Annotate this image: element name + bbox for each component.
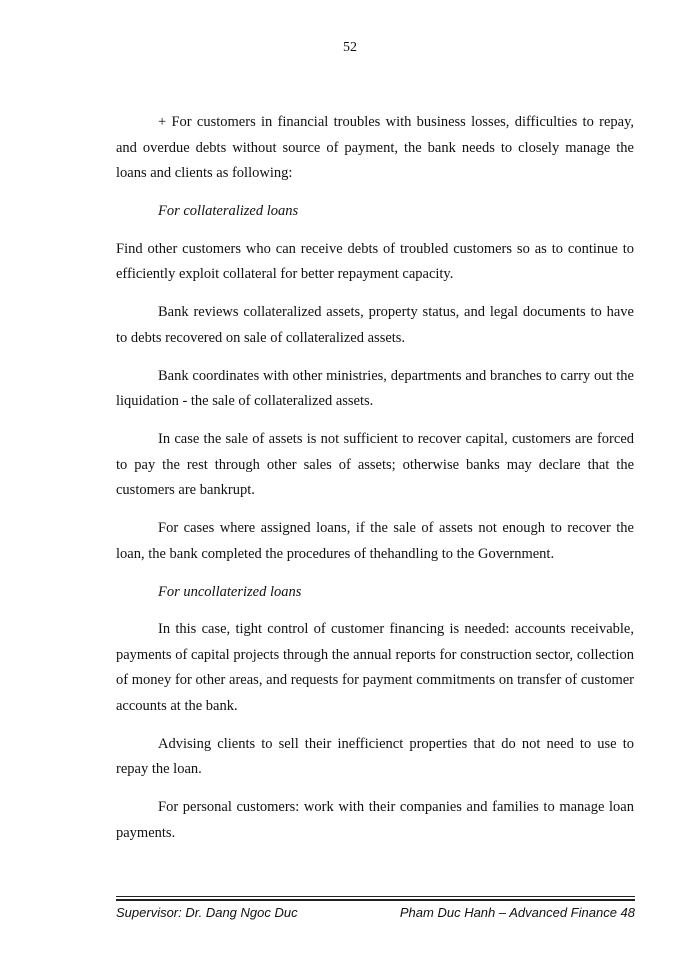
document-body (116, 110, 634, 859)
footer-divider-thick (116, 899, 635, 901)
footer-divider-thin (116, 896, 635, 897)
paragraph-intro: + For customers in financial troubles with business losses, difficulties to repay, and overdue debts without source of payment, the bank needs to closely manage the loans and clients as following: (116, 114, 634, 181)
paragraph-insufficient-sale: In case the sale of assets is not sufficient to recover capital, customers are forced to pay the rest through other sales of assets; otherwise banks may declare that the customers are bankrupt. (116, 431, 634, 498)
paragraph-coordinate-liquidation: Bank coordinates with other ministries, departments and branches to carry out the liquidation - the sale of collateralized assets. (116, 367, 634, 409)
paragraph-assigned-loans: For cases where assigned loans, if the sale of assets not enough to recover the loan, the bank completed the procedures of thehandling to the Government. (116, 520, 634, 562)
footer-author: Pham Duc Hanh – Advanced Finance 48 (399, 905, 635, 920)
paragraph-find-customers: Find other customers who can receive debts of troubled customers so as to continue to efficiently exploit collateral for better repayment capacity. (116, 240, 634, 282)
footer-supervisor: Supervisor: Dr. Dang Ngoc Duc (116, 905, 298, 920)
paragraph-tight-control: In this case, tight control of customer financing is needed: accounts receivable, payments of capital projects through the annual reports for construction sector, collection of money for other areas, and requests for payment commitments on transfer of customer accounts at the bank. (116, 621, 634, 714)
section-heading-collateralized: For collateralized loans (158, 203, 299, 219)
page-footer (116, 905, 635, 920)
paragraph-advising-clients: Advising clients to sell their inefficienct properties that do not need to use to repay the loan. (116, 735, 634, 777)
paragraph-personal-customers: For personal customers: work with their companies and families to manage loan payments. (116, 799, 634, 841)
section-heading-uncollaterized: For uncollaterized loans (158, 583, 302, 600)
paragraph-review-assets: Bank reviews collateralized assets, property status, and legal documents to have to debts recovered on sale of collateralized assets. (116, 304, 634, 346)
page-number: 52 (343, 40, 357, 55)
